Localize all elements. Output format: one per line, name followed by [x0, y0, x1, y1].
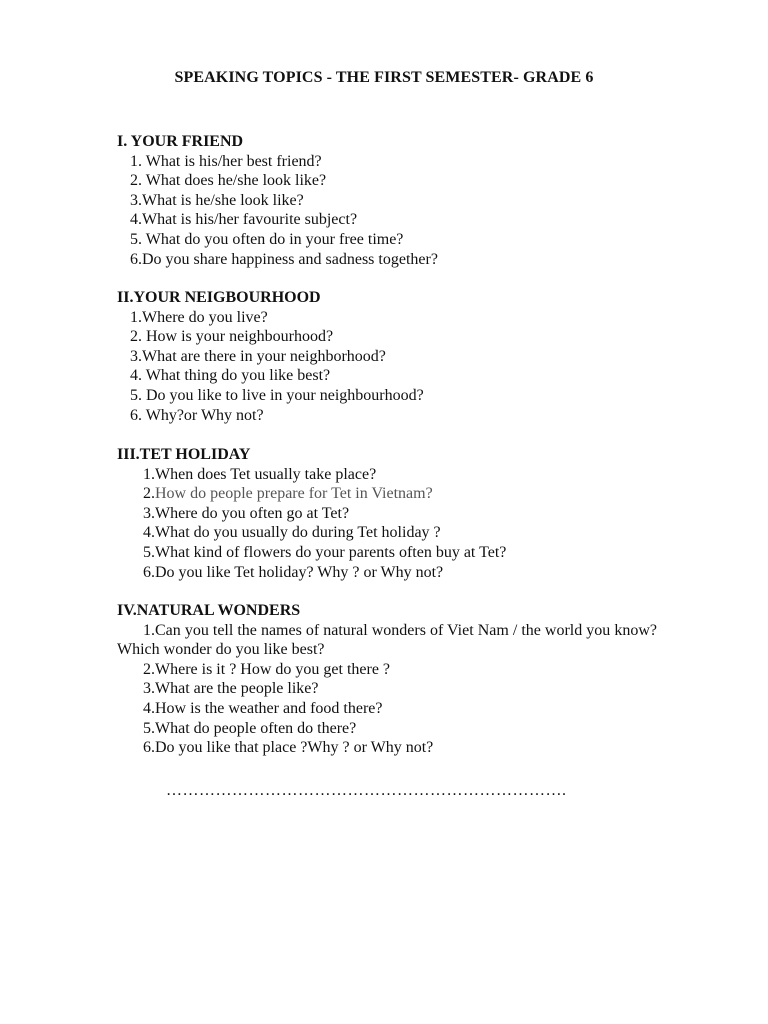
question-item: 5.What do people often do there? [143, 719, 357, 737]
question-text-muted: How do people prepare for Tet in Vietnam? [155, 485, 433, 503]
question-item: 6.Do you share happiness and sadness together? [130, 250, 438, 268]
question-item: 1.When does Tet usually take place? [143, 465, 377, 483]
question-item: 2.Where is it ? How do you get there ? [143, 660, 391, 678]
question-item: 3.What is he/she look like? [130, 191, 304, 209]
question-number: 2. [143, 485, 155, 503]
section-your-friend [117, 132, 677, 269]
question-item: 1.Can you tell the names of natural wonders of Viet Nam / the world you know? Which wonder do you like best? [117, 621, 657, 659]
section-tet-holiday [117, 445, 677, 582]
question-item: 4.What is his/her favourite subject? [130, 211, 358, 229]
question-item: 6.Do you like Tet holiday? Why ? or Why not? [143, 563, 444, 581]
question-item: 6. Why?or Why not? [130, 406, 264, 424]
section-your-neighbourhood [117, 288, 677, 425]
section-heading: III.TET HOLIDAY [117, 446, 251, 463]
question-item: 6.Do you like that place ?Why ? or Why not? [143, 739, 434, 757]
question-item: 5. Do you like to live in your neighbourhood? [130, 386, 424, 404]
question-item: 2. How is your neighbourhood? [130, 328, 334, 346]
question-item: 3.Where do you often go at Tet? [143, 504, 350, 522]
section-heading: II.YOUR NEIGBOURHOOD [117, 289, 321, 306]
question-item: 5.What kind of flowers do your parents often buy at Tet? [143, 543, 507, 561]
question-item: 2. What does he/she look like? [130, 172, 327, 190]
footer-dotted-line: ………………………………………………………………. [166, 782, 567, 799]
question-item: 3.What are the people like? [143, 680, 319, 698]
question-item: 4. What thing do you like best? [130, 367, 331, 385]
question-item: 4.How is the weather and food there? [143, 699, 383, 717]
question-item [117, 484, 677, 504]
section-natural-wonders [117, 601, 677, 758]
question-item: 1. What is his/her best friend? [130, 152, 322, 170]
section-heading: IV.NATURAL WONDERS [117, 602, 301, 619]
document-title: SPEAKING TOPICS - THE FIRST SEMESTER- GRADE 6 [174, 69, 594, 86]
question-item: 4.What do you usually do during Tet holiday ? [143, 524, 441, 542]
section-heading: I. YOUR FRIEND [117, 133, 244, 150]
question-item: 1.Where do you live? [130, 308, 268, 326]
question-item: 5. What do you often do in your free time? [130, 230, 404, 248]
question-item: 3.What are there in your neighborhood? [130, 347, 386, 365]
